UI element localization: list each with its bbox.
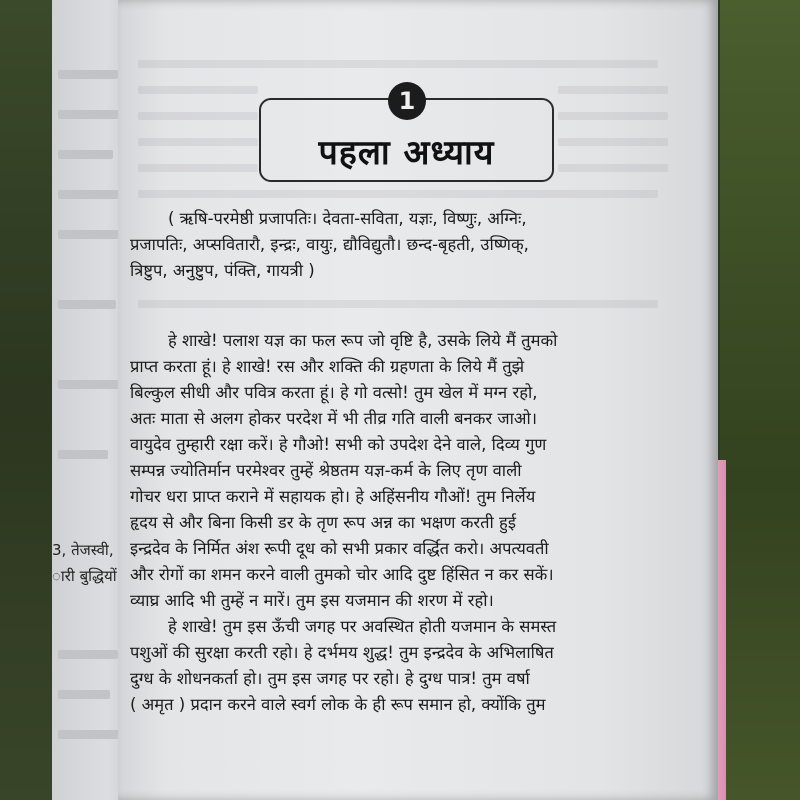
body-line: बिल्कुल सीधी और पवित्र करता हूं। हे गो वत्सो! तुम खेल में मग्न रहो,: [130, 383, 538, 402]
body-line: वायुदेव तुम्हारी रक्षा करें। हे गौओ! सभी को उपदेश देने वाले, दिव्य गुण: [130, 435, 547, 454]
subtitle-line: प्रजापतिः, अप्सवितारौ, इन्द्रः, वायुः, द्यौविद्युतौ। छन्द-बृहती, उष्णिक्,: [130, 235, 529, 254]
chapter-number-badge: 1: [388, 82, 426, 120]
chapter-body: [130, 328, 685, 718]
body-line: हृदय से और बिना किसी डर के तृण रूप अन्न का भक्षण करती हुई: [130, 513, 516, 532]
subtitle-line: ( ऋषि-परमेष्ठी प्रजापतिः। देवता-सविता, यज्ञः, विष्णुः, अग्निः,: [168, 209, 527, 228]
book-page: [118, 0, 718, 800]
left-page-fragment: ारी बुद्धियों: [52, 567, 117, 585]
subtitle-line: त्रिष्टुप, अनुष्टुप, पंक्ति, गायत्री ): [130, 261, 315, 280]
body-line: ( अमृत ) प्रदान करने वाले स्वर्ग लोक के ही रूप समान हो, क्योंकि तुम: [130, 695, 546, 714]
body-line: व्याघ्र आदि भी तुम्हें न मारें। तुम इस यजमान की शरण में रहो।: [130, 591, 494, 610]
background-right: [720, 0, 800, 800]
body-line: दुग्ध के शोधनकर्ता हो। तुम इस जगह पर रहो। हे दुग्ध पात्र! तुम वर्षा: [130, 669, 530, 688]
body-line: पशुओं की सुरक्षा करती रहो। हे दर्भमय शुद्ध! तुम इन्द्रदेव के अभिलाषित: [130, 643, 554, 662]
chapter-subtitle: [130, 206, 685, 284]
chapter-title: पहला अध्याय: [318, 133, 495, 173]
body-line: हे शाखे! तुम इस ऊँची जगह पर अवस्थित होती यजमान के समस्त: [168, 617, 557, 636]
body-line: अतः माता से अलग होकर परदेश में भी तीव्र गति वाली बनकर जाओ।: [130, 409, 538, 428]
body-line: हे शाखे! पलाश यज्ञ का फल रूप जो वृष्टि है, उसके लिये मैं तुमको: [168, 331, 558, 350]
body-line: सम्पन्न ज्योतिर्मान परमेश्वर तुम्हें श्रेष्ठतम यज्ञ-कर्म के लिए तृण वाली: [130, 461, 522, 480]
body-line: और रोगों का शमन करने वाली तुमको चोर आदि दुष्ट हिंसित न कर सकें।: [130, 565, 554, 584]
left-page-fragment: 3, तेजस्वी,: [52, 541, 114, 559]
body-line: इन्द्रदेव के निर्मित अंश रूपी दूध को सभी प्रकार वर्द्धित करो। अपत्यवती: [130, 539, 549, 558]
body-line: गोचर धरा प्राप्त कराने में सहायक हो। हे अहिंसनीय गौओं! तुम निर्लेय: [130, 487, 536, 506]
body-line: प्राप्त करता हूं। हे शाखे! रस और शक्ति की ग्रहणता के लिये मैं तुझे: [130, 357, 525, 376]
